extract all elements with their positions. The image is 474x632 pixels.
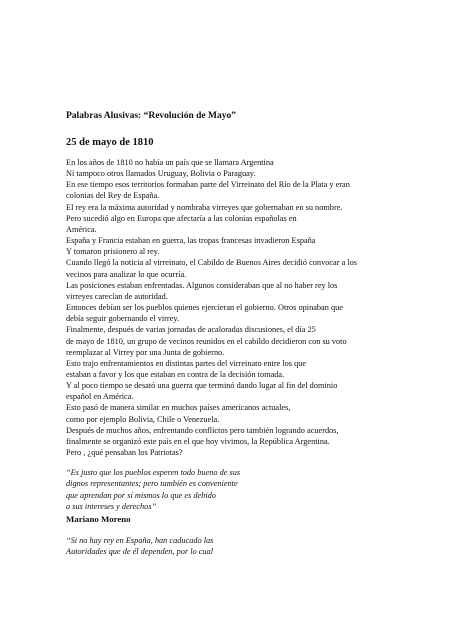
quote-moreno <box>66 467 446 512</box>
body-line: España y Francia estaban en guerra, las tropas francesas invadieron España <box>66 236 316 246</box>
body-line: finalmente se organizó este país en el que hoy vivimos, la República Argentina. <box>66 436 330 446</box>
body-line: Cuando llegó la noticia al virreinato, el Cabildo de Buenos Aires decidió convocar a los <box>66 258 358 268</box>
body-line: Finalmente, después de varias jornadas de acaloradas discusiones, el día 25 <box>66 325 316 335</box>
quote-line: dignos representantes; pero también es conveniente <box>66 479 238 489</box>
body-line: América. <box>66 224 97 234</box>
body-line: estaban a favor y los que estaban en contra de la decisión tomada. <box>66 369 285 379</box>
body-line: vecinos para analizar lo que ocurría. <box>66 269 187 279</box>
quote-line: “Si no hay rey en España, han caducado las <box>66 536 214 546</box>
body-line: colonias del Rey de España. <box>66 191 160 201</box>
body-line: Y al poco tiempo se desató una guerra que terminó dando lugar al fin del dominio <box>66 381 338 391</box>
body-line: español en América. <box>66 392 134 402</box>
document-title: Palabras Alusivas: “Revolución de Mayo” <box>66 111 236 121</box>
quote-line: que aprendan por sí mismos lo que es debido <box>66 490 216 500</box>
body-line: Esto pasó de manera similar en muchos países americanos actuales, <box>66 403 291 413</box>
body-line: Pero sucedió algo en Europa que afectaría a las colonias españolas en <box>66 213 297 223</box>
body-line: Entonces debían ser los pueblos quienes ejercieran el gobierno. Otros opinaban que <box>66 303 343 313</box>
body-line: como por ejemplo Bolivia, Chile o Venezuela. <box>66 414 220 424</box>
body-line: Las posiciones estaban enfrentadas. Algunos consideraban que al no haber rey los <box>66 280 338 290</box>
body-line: de mayo de 1810, un grupo de vecinos reunidos en el cabildo decidieron con su voto <box>66 336 347 346</box>
body-line: En ese tiempo esos territorios formaban parte del Virreinato del Río de la Plata y eran <box>66 180 350 190</box>
body-line: Pero , ¿qué pensaban los Patriotas? <box>66 448 183 458</box>
body-line: Y tomaron prisionero al rey. <box>66 247 160 257</box>
quote-line: “Es justo que los pueblos esperen todo bueno de sus <box>66 468 241 478</box>
body-line: virreyes carecían de autoridad. <box>66 291 168 301</box>
quote-line: a sus intereses y derechos” <box>66 501 157 511</box>
body-line: Después de muchos años, enfrentando conflictos pero también logrando acuerdos, <box>66 425 339 435</box>
body-line: reemplazar al Virrey por una Junta de gobierno. <box>66 347 225 357</box>
body-line: El rey era la máxima autoridad y nombraba virreyes que gobernaban en su nombre. <box>66 202 343 212</box>
body-line: Ni tampoco otros llamados Uruguay, Bolivia o Paraguay. <box>66 169 256 179</box>
quote-author: Mariano Moreno <box>66 514 131 525</box>
body-line: debía seguir gobernando el virrey. <box>66 314 180 324</box>
body-text <box>66 157 446 458</box>
body-line: Esto trajo enfrentamientos en distintas partes del virreinato entre los que <box>66 358 307 368</box>
quote-line: Autoridades que de él dependen, por lo cual <box>66 547 214 557</box>
body-line: En los años de 1810 no había un país que se llamara Argentina <box>66 158 274 167</box>
quote-second <box>66 535 446 557</box>
document-date: 25 de mayo de 1810 <box>66 137 154 148</box>
document-content <box>66 110 446 557</box>
